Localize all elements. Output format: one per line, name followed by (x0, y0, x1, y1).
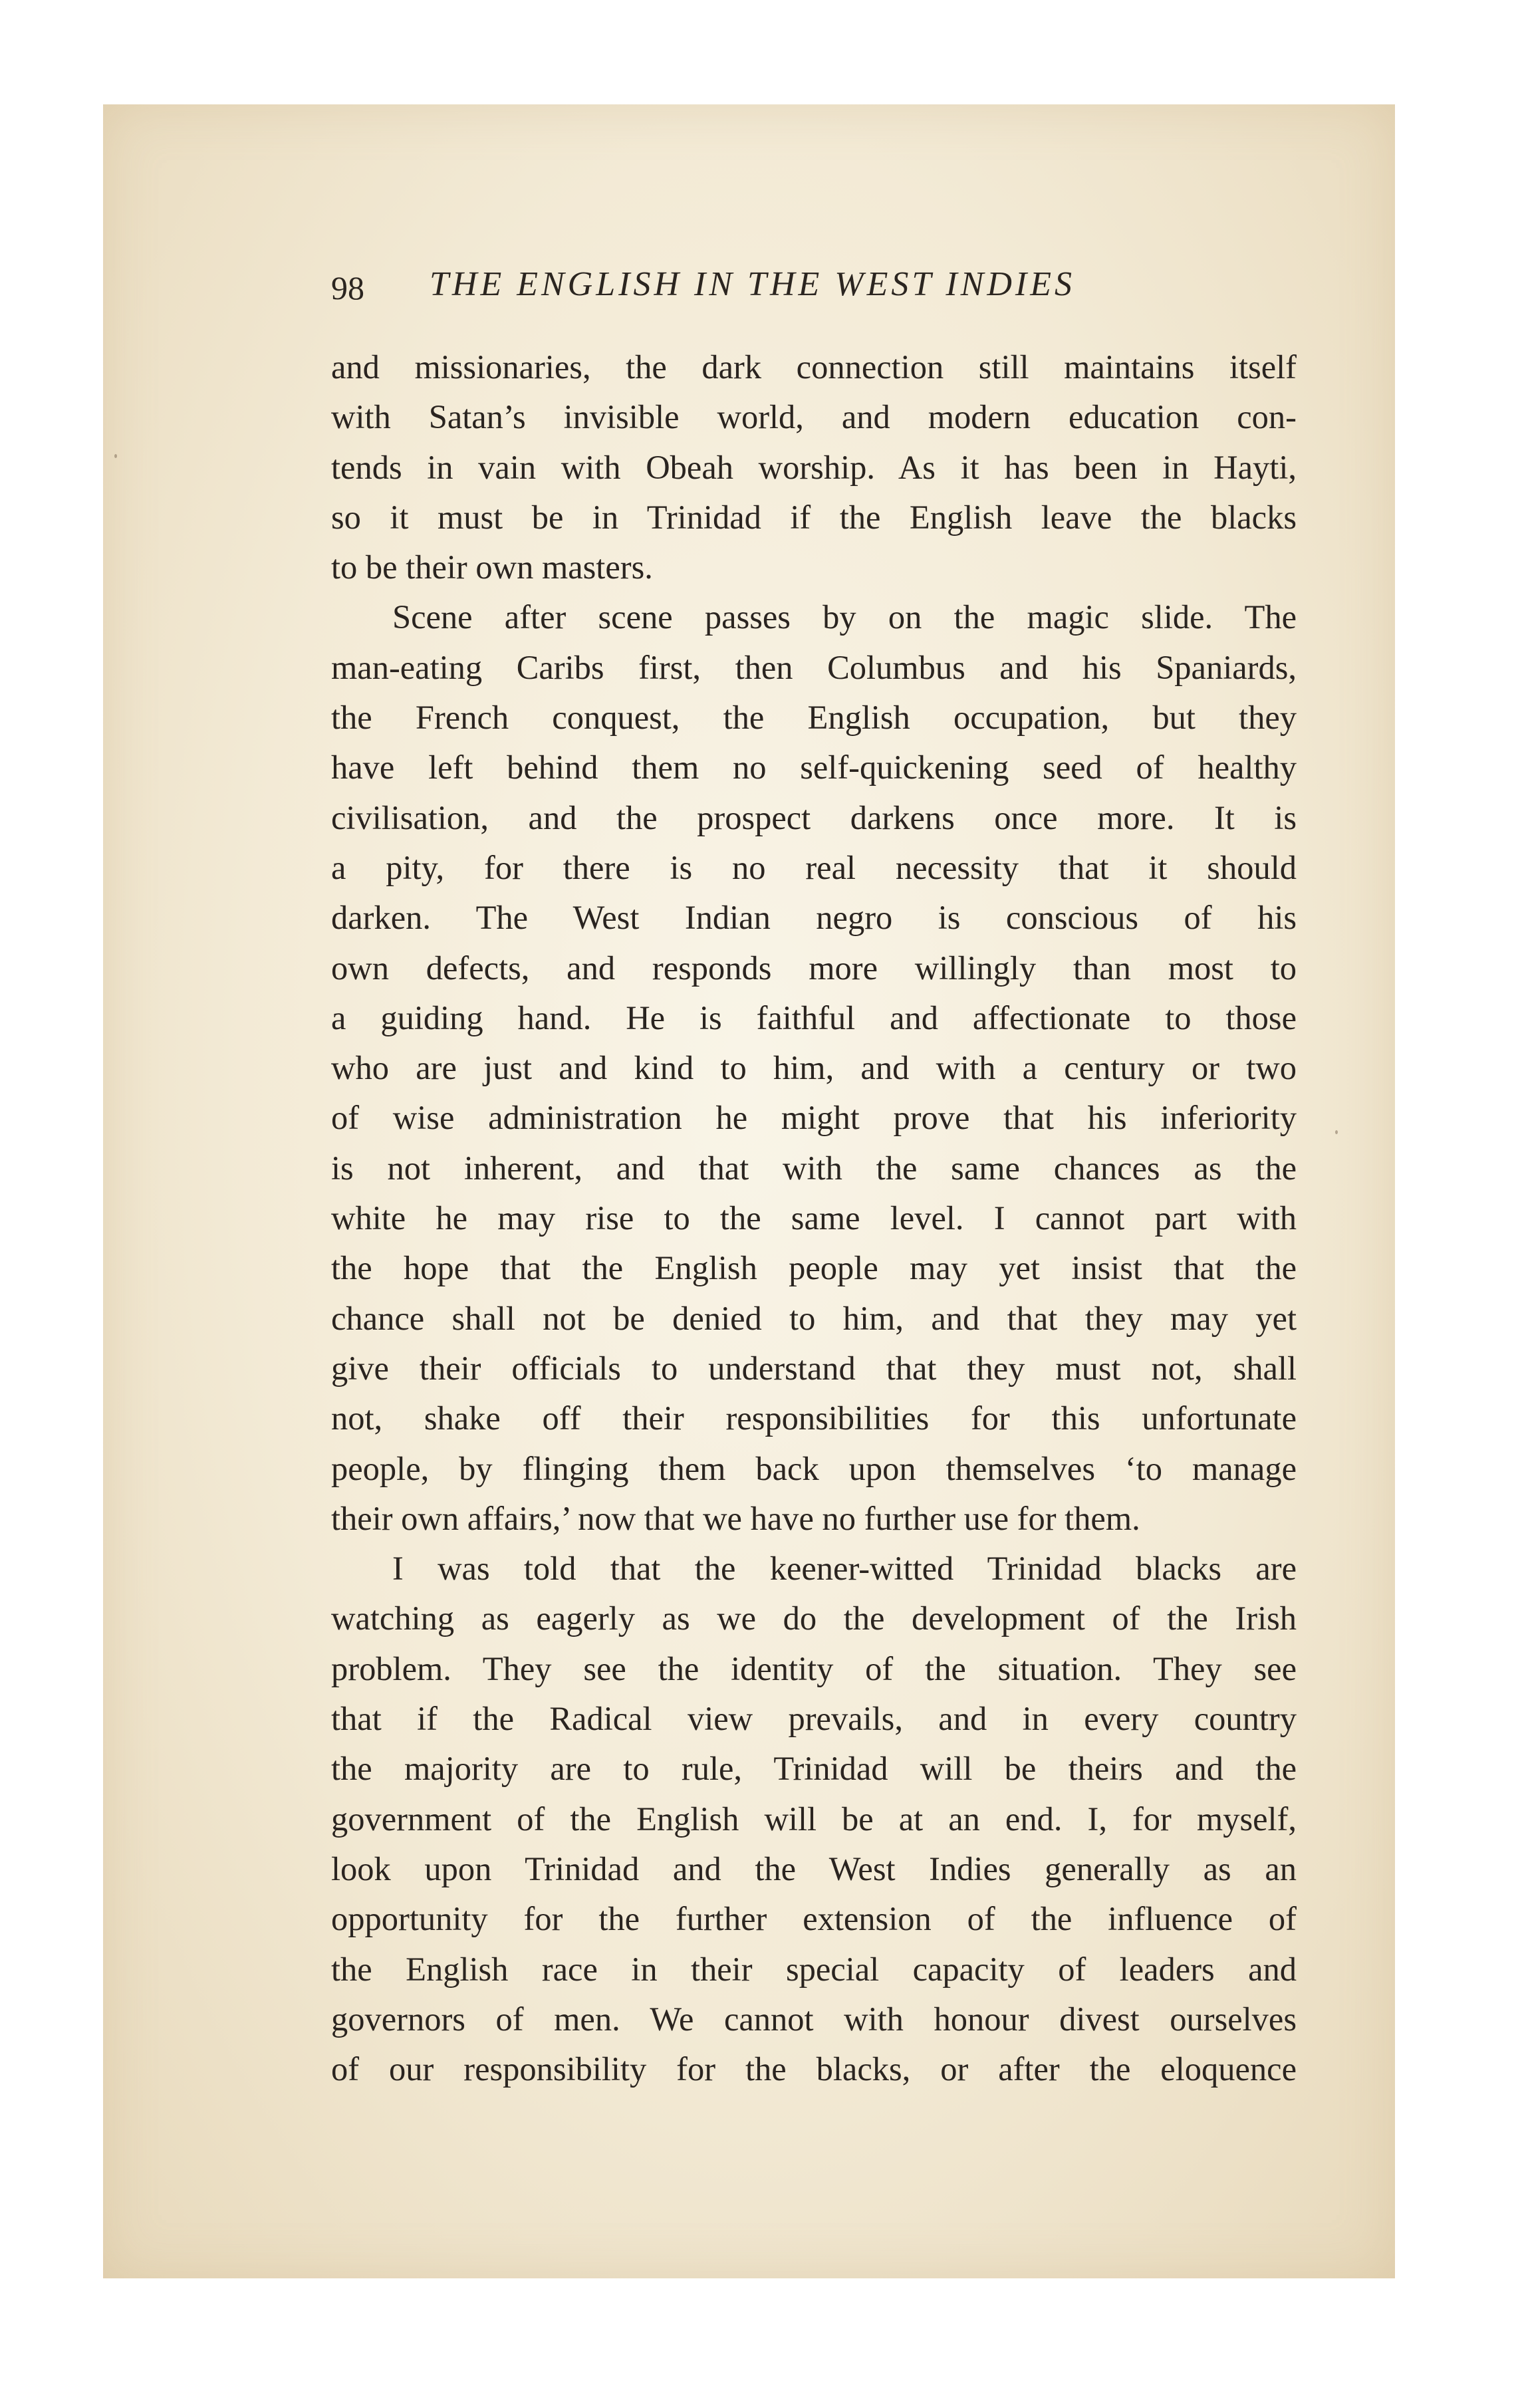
text-line: a guiding hand. He is faithful and affectionate to those (331, 999, 1297, 1036)
text-line: Scene after scene passes by on the magic slide. The (392, 598, 1297, 636)
text-line: their own affairs,’ now that we have no further use for them. (331, 1499, 1140, 1537)
text-line: of wise administration he might prove that his inferiority (331, 1099, 1297, 1137)
text-line: not, shake off their responsibilities for this unfortunate (331, 1399, 1297, 1437)
text-line: the English race in their special capacity of leaders and (331, 1950, 1297, 1988)
page-header (331, 265, 1302, 318)
text-line: civilisation, and the prospect darkens once more. It is (331, 798, 1297, 836)
text-line: problem. They see the identity of the situation. They see (331, 1649, 1297, 1687)
text-line: chance shall not be denied to him, and that they may yet (331, 1299, 1297, 1337)
text-line: governors of men. We cannot with honour divest ourselves (331, 2000, 1297, 2038)
text-line: who are just and kind to him, and with a century or two (331, 1049, 1297, 1087)
body-text (331, 342, 1297, 2094)
paper-speck (114, 454, 117, 458)
text-line: own defects, and responds more willingly than most to (331, 949, 1297, 987)
text-line: give their officials to understand that they must not, shall (331, 1349, 1297, 1387)
text-line: the majority are to rule, Trinidad will be theirs and the (331, 1750, 1297, 1788)
text-line: government of the English will be at an end. I, for myself, (331, 1800, 1297, 1838)
text-line: to be their own masters. (331, 548, 653, 586)
text-line: with Satan’s invisible world, and modern education con- (331, 398, 1297, 436)
text-line: man-eating Caribs first, then Columbus and his Spaniards, (331, 648, 1297, 686)
text-line: darken. The West Indian negro is conscious of his (331, 899, 1297, 937)
text-line: so it must be in Trinidad if the English leave the blacks (331, 498, 1297, 536)
running-head: THE ENGLISH IN THE WEST INDIES (430, 265, 1075, 303)
text-line: I was told that the keener-witted Trinidad blacks are (392, 1550, 1297, 1588)
text-line: people, by flinging them back upon themselves ‘to manage (331, 1449, 1297, 1487)
text-line: look upon Trinidad and the West Indies generally as an (331, 1850, 1297, 1887)
text-line: white he may rise to the same level. I cannot part with (331, 1199, 1297, 1237)
text-line: that if the Radical view prevails, and in every country (331, 1700, 1297, 1738)
text-line: tends in vain with Obeah worship. As it has been in Hayti, (331, 448, 1297, 486)
text-line: opportunity for the further extension of the influence of (331, 1900, 1297, 1938)
text-line: the hope that the English people may yet insist that the (331, 1249, 1297, 1287)
text-line: a pity, for there is no real necessity that it should (331, 848, 1297, 886)
page-number: 98 (331, 269, 364, 306)
text-line: the French conquest, the English occupation, but they (331, 699, 1297, 737)
text-line: and missionaries, the dark connection still maintains itself (331, 348, 1297, 386)
text-line: of our responsibility for the blacks, or after the eloquence (331, 2050, 1297, 2088)
paper-speck (1335, 1130, 1338, 1134)
text-line: is not inherent, and that with the same chances as the (331, 1149, 1297, 1187)
text-line: have left behind them no self-quickening seed of healthy (331, 749, 1297, 786)
text-line: watching as eagerly as we do the development of the Irish (331, 1600, 1297, 1637)
